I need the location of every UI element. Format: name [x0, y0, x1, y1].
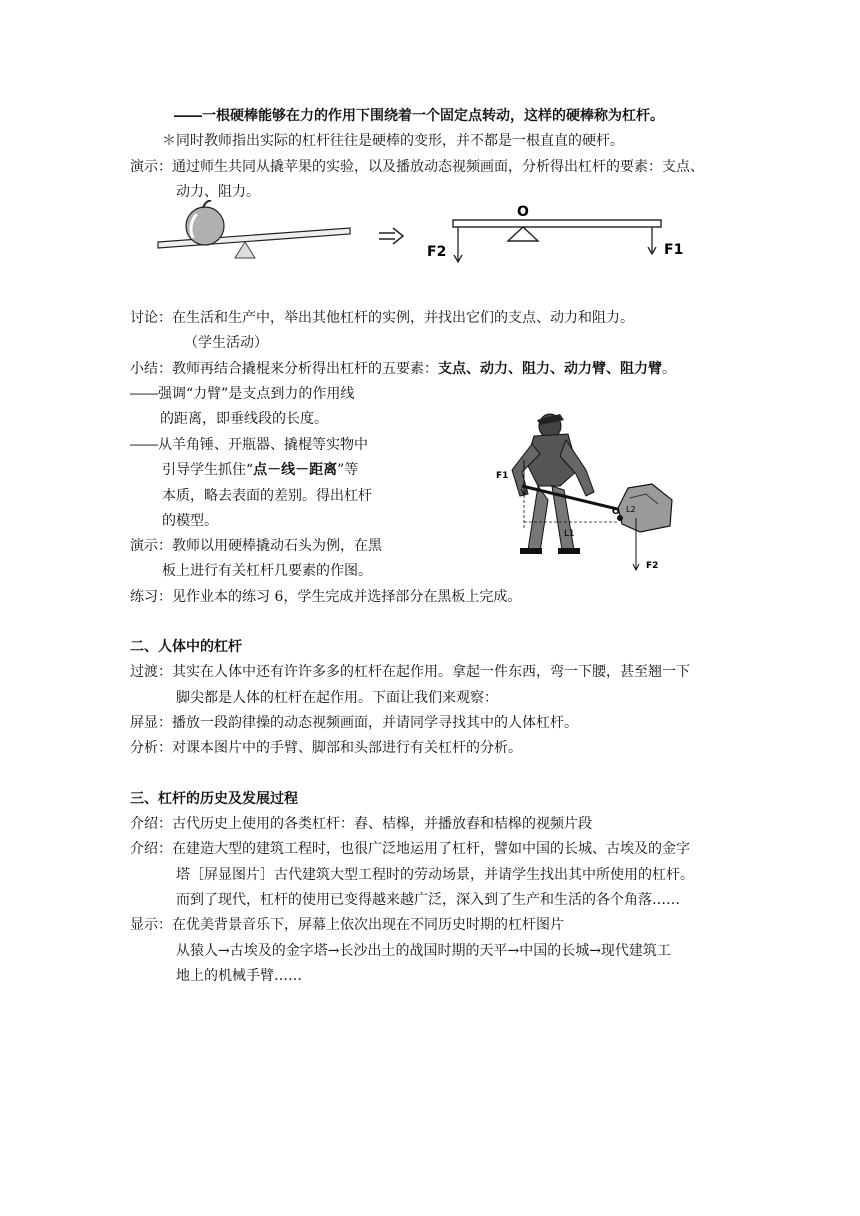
- tools-line-4: 的模型。: [162, 513, 218, 529]
- intro-line-2-cont: 塔［屏显图片］古代建筑大型工程时的劳动场景，并请学生找出其中所使用的杠杆。: [176, 867, 694, 883]
- pivot-label: O: [517, 204, 529, 220]
- force1-label: F1: [496, 471, 509, 481]
- arm2-label: L2: [626, 505, 636, 514]
- tools-line-2a: 引导学生抓住“: [162, 462, 254, 478]
- left-force-label: F2: [427, 244, 447, 260]
- screen-line: 屏显：播放一段韵律操的动态视频画面，并请同学寻找其中的人体杠杆。: [130, 715, 578, 731]
- demo2-line-cont: 板上进行有关杠杆几要素的作图。: [162, 563, 372, 579]
- tools-line-2: [162, 460, 358, 480]
- intro-line-2: 介绍：在建造大型的建筑工程时，也很广泛地运用了杠杆，譬如中国的长城、古埃及的金字: [130, 841, 690, 857]
- student-activity: （学生活动）: [184, 335, 268, 351]
- discussion-line: 讨论：在生活和生产中，举出其他杠杆的实例，并找出它们的支点、动力和阻力。: [130, 310, 634, 326]
- display-line: 显示：在优美背景音乐下，屏幕上依次出现在不同历史时期的杠杆图片: [130, 917, 564, 933]
- demo-line: 演示：通过师生共同从撬苹果的实验，以及播放动态视频画面，分析得出杠杆的要素：支点、: [130, 159, 704, 175]
- tools-line-2c: ”等: [337, 462, 359, 478]
- intro-line-2-cont2: 而到了现代，杠杆的使用已变得越来越广泛，深入到了生产和生活的各个角落……: [176, 892, 680, 908]
- note-line: ＊同时教师指出实际的杠杆往往是硬棒的变形，并不都是一根直直的硬杆。: [162, 133, 624, 149]
- small-fulcrum: [235, 242, 255, 258]
- transition-line-cont: 脚尖都是人体的杠杆在起作用。下面让我们来观察：: [176, 690, 498, 706]
- display-line-cont2: 地上的机械手臂……: [176, 968, 302, 984]
- force2-label: F2: [646, 561, 659, 571]
- summary-end: 。: [662, 361, 676, 377]
- tools-line: ――从羊角锤、开瓶器、撬棍等实物中: [130, 437, 368, 453]
- arrow-right-icon: [379, 228, 403, 244]
- definition-line: ――一根硬棒能够在力的作用下围绕着一个固定点转动，这样的硬棒称为杠杆。: [174, 108, 664, 124]
- point-line-distance: 点－线－距离: [253, 462, 338, 478]
- right-force-label: F1: [664, 242, 684, 258]
- practice-line: 练习：见作业本的练习 6，学生完成并选择部分在黑板上完成。: [130, 589, 522, 605]
- arm-emphasis-line: ――强调“力臂”是支点到力的作用线: [130, 386, 355, 402]
- tools-line-3: 本质，略去表面的差别。得出杠杆: [162, 488, 372, 504]
- display-line-cont: 从猿人→古埃及的金字塔→长沙出土的战国时期的天平→中国的长城→现代建筑工: [176, 943, 671, 959]
- intro-line-1: 介绍：古代历史上使用的各类杠杆：舂、桔槔，并播放舂和桔槔的视频片段: [130, 816, 592, 832]
- analysis-line: 分析：对课本图片中的手臂、脚部和头部进行有关杠杆的分析。: [130, 740, 522, 756]
- summary-intro: 小结：教师再结合撬棍来分析得出杠杆的五要素：: [130, 361, 438, 377]
- transition-line: 过渡：其实在人体中还有许许多多的杠杆在起作用。拿起一件东西，弯一下腰，甚至翘一下: [130, 664, 690, 680]
- lever-bar: [453, 220, 661, 227]
- five-elements: 支点、动力、阻力、动力臂、阻力臂: [438, 361, 662, 377]
- demo2-line: 演示：教师以用硬棒撬动石头为例，在黑: [130, 538, 382, 554]
- demo-line-cont: 动力、阻力。: [176, 184, 260, 200]
- section-heading-3: 三、杠杆的历史及发展过程: [130, 791, 298, 807]
- fulcrum: [508, 227, 538, 241]
- pivot2-label: O: [612, 507, 620, 517]
- arm-emphasis-cont: 的距离，即垂线段的长度。: [160, 411, 328, 427]
- lever-apple-figure: [155, 200, 695, 270]
- summary-line: [130, 359, 676, 379]
- section-heading-2: 二、人体中的杠杆: [130, 639, 242, 655]
- man-lever-figure: [490, 400, 690, 580]
- arm1-label: L1: [564, 529, 575, 539]
